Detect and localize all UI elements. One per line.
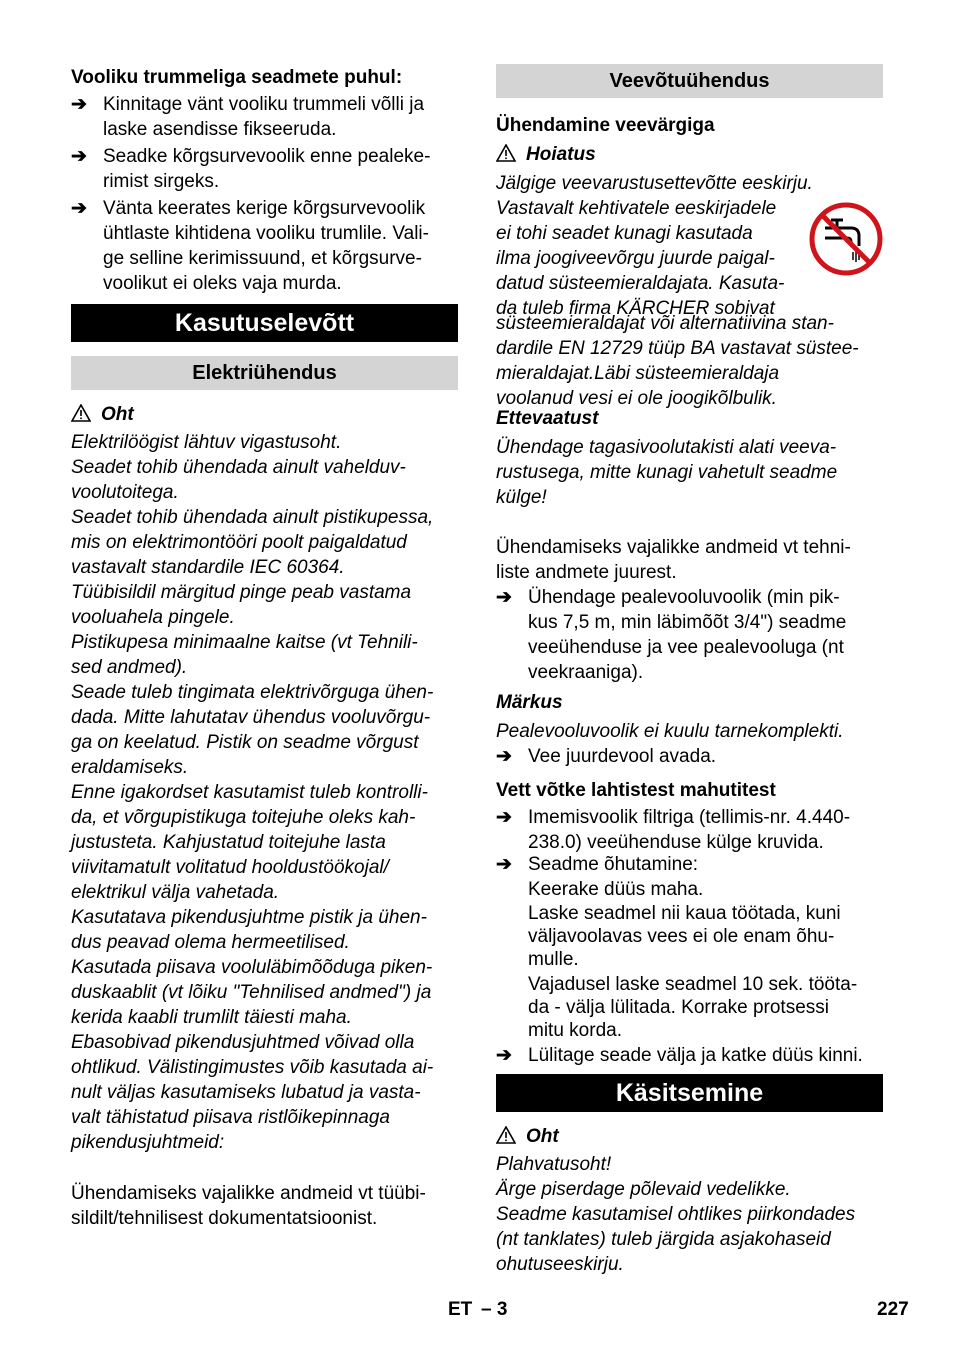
no-drinking-water-icon bbox=[809, 202, 883, 276]
vent-detail-1: Laske seadmel nii kaua töötada, kuni väljavoolavas vees ei ole enam õhu- mulle. bbox=[528, 903, 841, 970]
arrow-icon: ➔ bbox=[496, 746, 512, 767]
warning-triangle-icon bbox=[496, 1126, 516, 1144]
danger-label-2: Oht bbox=[526, 1126, 559, 1147]
arrow-icon: ➔ bbox=[496, 807, 512, 828]
danger-text-2: Plahvatusoht! Ärge piserdage põlevaid vedelikke. Seadme kasutamisel ohtlikes piirkondades (nt tanklates) tuleb järgida asjakohaseid ohutuseeskirju. bbox=[496, 1154, 856, 1275]
arrow-icon: ➔ bbox=[71, 198, 87, 219]
hose-reel-title: Vooliku trummeliga seadmete puhul: bbox=[71, 67, 403, 88]
note-label: Märkus bbox=[496, 692, 563, 713]
warning-triangle-icon bbox=[496, 144, 516, 162]
danger-label: Oht bbox=[101, 404, 134, 425]
danger-heading-2 bbox=[496, 1124, 559, 1149]
note-text: Pealevooluvoolik ei kuulu tarnekomplekti. bbox=[496, 721, 844, 742]
hose-reel-step-3: Vänta keerates kerige kõrgsurvevoolik ühtlaste kihtidena vooliku trumlile. Vali- ge selline kerimissuund, et kõrgsurve- voolikut ei oleks vaja murda. bbox=[103, 198, 429, 294]
subsection-title-electrical: Elektriühendus bbox=[71, 356, 458, 390]
warning-text-wide: süsteemieraldajat või alternatiivina stan- dardile EN 12729 tüüp BA vastavat süstee- mieraldajat.Läbi süsteemieraldaja voolanud vesi ei ole joogikõlbulik. bbox=[496, 313, 859, 409]
footer-page-number: 227 bbox=[877, 1299, 909, 1320]
section-title-commissioning: Kasutuselevõtt bbox=[71, 304, 458, 342]
arrow-icon: ➔ bbox=[496, 854, 512, 875]
warning-heading bbox=[496, 142, 596, 167]
step-vent: Seadme õhutamine: Keerake düüs maha. bbox=[528, 854, 704, 900]
mains-connection-title: Ühendamine veevärgiga bbox=[496, 115, 715, 136]
warning-line-1: Jälgige veevarustusettevõtte eeskirju. bbox=[496, 173, 813, 194]
data-note: Ühendamiseks vajalikke andmeid vt tehni- liste andmete juurest. bbox=[496, 537, 851, 583]
danger-heading bbox=[71, 402, 134, 427]
vent-detail-2: Vajadusel laske seadmel 10 sek. tööta- da - välja lülitada. Korrake protsessi mitu korda. bbox=[528, 974, 858, 1041]
section-title-operation: Käsitsemine bbox=[496, 1074, 883, 1112]
arrow-icon: ➔ bbox=[496, 587, 512, 608]
caution-text: Ühendage tagasivoolutakisti alati veeva- rustusega, mitte kunagi vahetult seadme külge! bbox=[496, 437, 838, 508]
step-suction-hose: Imemisvoolik filtriga (tellimis-nr. 4.440- 238.0) veeühenduse külge kruvida. bbox=[528, 807, 851, 853]
suction-title: Vett võtke lahtistest mahutitest bbox=[496, 780, 776, 801]
step-switch-off: Lülitage seade välja ja katke düüs kinni. bbox=[528, 1045, 863, 1066]
warning-text-narrow: Vastavalt kehtivatele eeskirjadele ei tohi seadet kunagi kasutada ilma joogiveevõrgu juurde paigal- datud süsteemieraldajata. Kasuta- da tuleb firma KÄRCHER sobivat bbox=[496, 198, 785, 319]
arrow-icon: ➔ bbox=[496, 1045, 512, 1066]
footer-page-in-language: – 3 bbox=[481, 1299, 508, 1320]
caution-label: Ettevaatust bbox=[496, 408, 599, 429]
footer-language: ET bbox=[448, 1299, 473, 1320]
warning-label: Hoiatus bbox=[526, 144, 596, 165]
danger-text: Elektrilöögist lähtuv vigastusoht. Seadet tohib ühendada ainult vahelduv- voolutoitega. Seadet tohib ühendada ainult pistikupessa, mis on elektrimontööri poolt paigaldatud vastavalt standardile IEC 60364. Tüübisildil märgitud pinge peab vastama vooluahela pingele. Pistikupesa minimaalne kaitse (vt Tehnili- sed andmed). Seade tuleb tingimata elektrivõrguga ühen- dada. Mitte lahutatav ühendus vooluvõrgu- ga on keelatud. Pistik on seadme võrgust eraldamiseks. Enne igakordset kasutamist tuleb kontrolli- da, et võrgupistikuga toitejuhe oleks kah- justusteta. Kahjustatud toitejuhe lasta viivitamatult volitatud hooldustöökojal/ elektrikul välja vahetada. Kasutatava pikendusjuhtme pistik ja ühen- dus peavad olema hermeetilised. Kasutada piisava vooluläbimõõduga piken- duskaablit (vt lõiku "Tehnilised andmed") ja kerida kaabli trumlilt täiesti maha. Ebasobivad pikendusjuhtmed võivad olla ohtlikud. Välistingimustes võib kasutada ai- nult väljas kasutamiseks lubatud ja vasta- valt tähistatud piisava ristlõikepinnaga pikendusjuhtmeid: bbox=[71, 432, 434, 1153]
warning-triangle-icon bbox=[71, 404, 91, 422]
hose-reel-step-1: Kinnitage vänt vooliku trummeli võlli ja laske asendisse fikseeruda. bbox=[103, 94, 425, 140]
connection-note: Ühendamiseks vajalikke andmeid vt tüübi- sildilt/tehnilisest dokumentatsioonist. bbox=[71, 1183, 426, 1229]
step-connect-hose: Ühendage pealevooluvoolik (min pik- kus 7,5 m, min läbimõõt 3/4") seadme veeühenduse ja vee pealevooluga (nt veekraaniga). bbox=[528, 587, 847, 683]
hose-reel-step-2: Seadke kõrgsurvevoolik enne pealeke- rimist sirgeks. bbox=[103, 146, 431, 192]
subsection-title-water: Veevõtuühendus bbox=[496, 64, 883, 98]
step-open-water: Vee juurdevool avada. bbox=[528, 746, 717, 767]
arrow-icon: ➔ bbox=[71, 146, 87, 167]
arrow-icon: ➔ bbox=[71, 94, 87, 115]
